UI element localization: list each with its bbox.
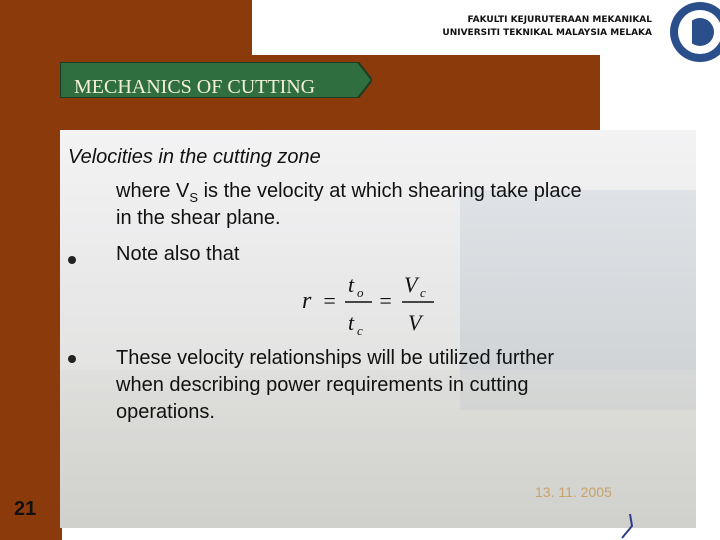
institution-header — [442, 14, 652, 40]
svg-text:=: = — [322, 288, 337, 313]
bullet-2-line-3: operations. — [116, 401, 215, 423]
formula-num1-sub: o — [357, 285, 364, 300]
faculty-name: FAKULTI KEJURUTERAAN MEKANIKAL — [467, 15, 652, 25]
bullet-2-line-2: when describing power requirements in cutting — [116, 374, 529, 396]
where-line-2: in the shear plane. — [116, 207, 281, 229]
bullet-1: Note also that — [116, 243, 240, 265]
formula-den1-sub: c — [357, 323, 363, 338]
bullet-dot-1 — [68, 256, 76, 264]
left-brown-bar — [0, 0, 62, 540]
slide-date: 13. 11. 2005 — [535, 484, 612, 500]
university-logo-icon — [656, 0, 720, 64]
top-brown-block — [62, 0, 252, 55]
formula-den2: V — [408, 310, 422, 335]
svg-text:=: = — [378, 288, 393, 313]
formula-den1: t — [348, 310, 355, 335]
bullet-2-line-1: These velocity relationships will be utilized further — [116, 347, 554, 369]
formula-lhs: r — [302, 288, 312, 314]
where-line-1-pre: where V — [116, 180, 190, 202]
where-subscript: S — [189, 190, 199, 205]
slide-number: 21 — [14, 498, 37, 520]
slide-title: MECHANICS OF CUTTING — [74, 76, 316, 98]
where-line-1-post: is the velocity at which shearing take place — [198, 180, 582, 202]
corner-arrow-icon — [620, 510, 640, 540]
university-name: UNIVERSITI TEKNIKAL MALAYSIA MELAKA — [442, 28, 652, 38]
section-title: Velocities in the cutting zone — [68, 146, 321, 168]
formula-num2: V — [404, 272, 418, 297]
bullet-dot-2 — [68, 355, 76, 363]
formula-num1: t — [348, 272, 355, 297]
cutting-ratio-formula — [300, 262, 440, 340]
formula-num2-sub: c — [420, 285, 426, 300]
